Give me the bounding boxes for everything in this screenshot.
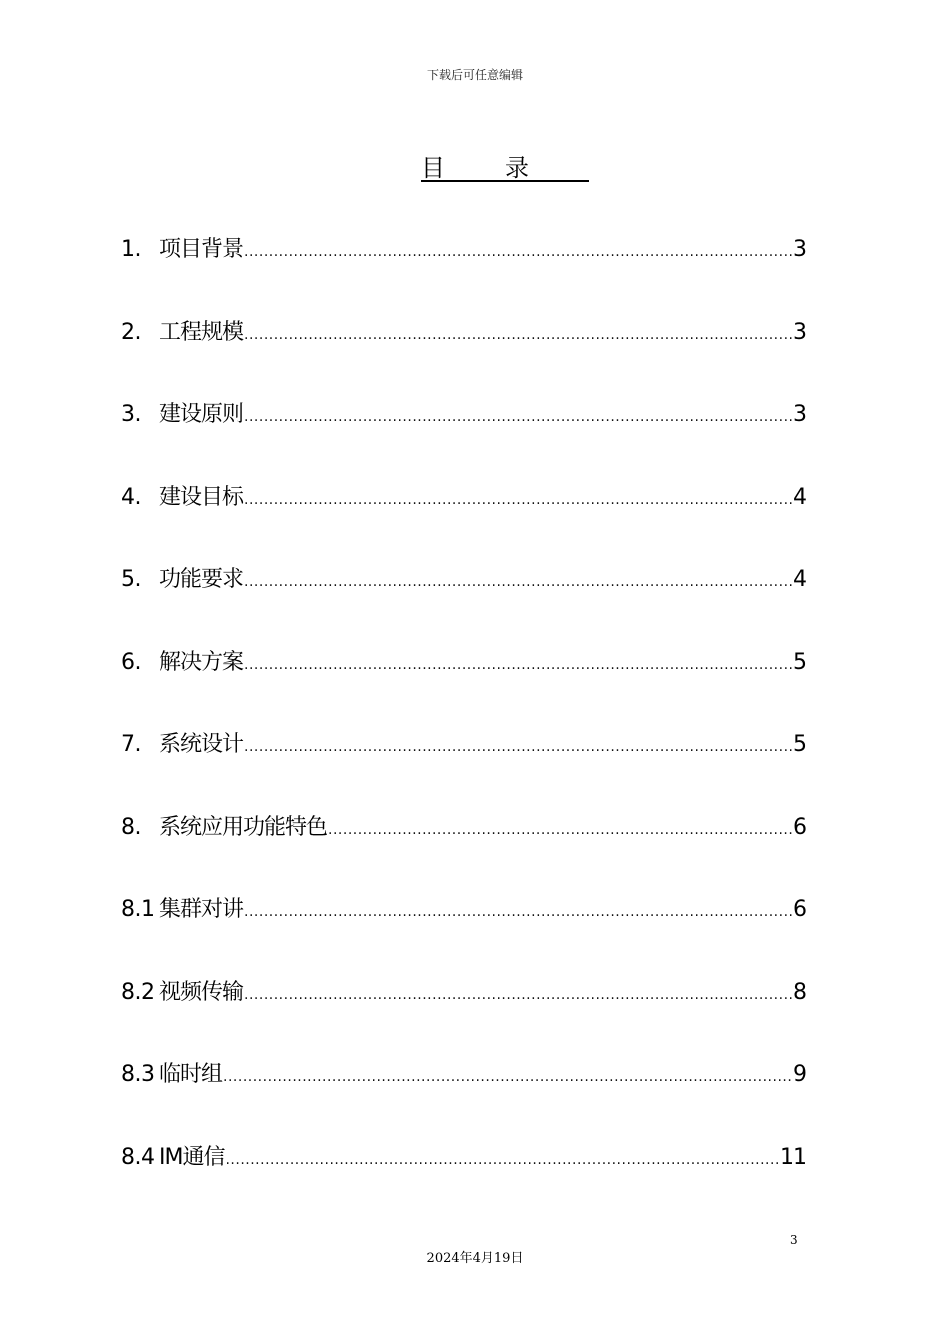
toc-entry-number: 1.	[121, 237, 141, 262]
toc-entry-number: 7.	[121, 732, 141, 757]
toc-entry-6[interactable]	[121, 645, 806, 728]
toc-entry-number: 8.4	[121, 1144, 155, 1170]
toc-dot-leader	[244, 482, 792, 518]
toc-entry-title: IM通信	[159, 1144, 225, 1170]
toc-entry-2[interactable]	[121, 315, 806, 398]
toc-dot-leader	[328, 812, 792, 848]
toc-entry-number: 2.	[121, 319, 141, 345]
toc-entry-page: 9	[793, 1062, 806, 1087]
toc-entry-page: 6	[793, 814, 806, 840]
toc-entry-title: 解决方案	[159, 649, 244, 675]
toc-entry-title: 系统设计	[159, 732, 244, 757]
toc-entry-title: 工程规模	[159, 319, 244, 345]
toc-entry-page: 11	[780, 1144, 806, 1170]
toc-dot-leader	[244, 729, 792, 765]
toc-dot-leader	[244, 977, 792, 1013]
toc-dot-leader	[244, 894, 792, 930]
toc-entry-3[interactable]	[121, 397, 806, 480]
toc-entry-number: 8.3	[121, 1062, 155, 1087]
toc-entry-page: 3	[793, 237, 806, 262]
toc-entry-page: 5	[793, 649, 806, 675]
toc-entry-8-2[interactable]	[121, 975, 806, 1058]
toc-entry-number: 8.2	[121, 979, 155, 1005]
toc-dot-leader	[244, 564, 792, 600]
toc-dot-leader	[223, 1059, 792, 1095]
toc-entry-number: 8.1	[121, 897, 155, 922]
toc-entry-title: 视频传输	[159, 979, 244, 1005]
toc-entry-number: 6.	[121, 649, 141, 675]
toc-dot-leader	[244, 234, 792, 270]
toc-entry-page: 4	[793, 567, 806, 592]
toc-entry-page: 4	[793, 484, 806, 510]
toc-entry-8[interactable]	[121, 810, 806, 893]
toc-entry-number: 4.	[121, 484, 141, 510]
toc-dot-leader	[244, 647, 792, 683]
toc-entry-number: 5.	[121, 567, 141, 592]
toc-entry-title: 项目背景	[159, 237, 244, 262]
toc-entry-title: 临时组	[159, 1062, 223, 1087]
toc-entry-number: 8.	[121, 814, 141, 840]
toc-entry-title: 功能要求	[159, 567, 244, 592]
toc-entry-page: 6	[793, 897, 806, 922]
toc-entry-title: 系统应用功能特色	[159, 814, 328, 840]
footer-date: 2024年4月19日	[426, 1251, 524, 1266]
toc-entry-page: 3	[793, 319, 806, 345]
toc-dot-leader	[244, 399, 792, 435]
toc-entry-8-1[interactable]	[121, 892, 806, 975]
toc-entry-title: 集群对讲	[159, 897, 244, 922]
toc-entry-number: 3.	[121, 402, 141, 427]
toc-entry-8-3[interactable]	[121, 1057, 806, 1140]
toc-title-text: 目录	[421, 154, 589, 182]
toc-entry-4[interactable]	[121, 480, 806, 563]
toc-entry-page: 5	[793, 732, 806, 757]
toc-entry-title: 建设原则	[159, 402, 244, 427]
toc-list	[121, 232, 806, 1222]
toc-entry-5[interactable]	[121, 562, 806, 645]
toc-entry-page: 8	[793, 979, 806, 1005]
toc-entry-title: 建设目标	[159, 484, 244, 510]
toc-title	[0, 148, 950, 183]
toc-entry-8-4[interactable]	[121, 1140, 806, 1223]
header-note: 下载后可任意编辑	[426, 68, 523, 82]
page-number: 3	[790, 1233, 798, 1247]
toc-dot-leader	[225, 1142, 779, 1178]
toc-entry-page: 3	[793, 402, 806, 427]
toc-entry-1[interactable]	[121, 232, 806, 315]
toc-entry-7[interactable]	[121, 727, 806, 810]
toc-dot-leader	[244, 317, 792, 353]
